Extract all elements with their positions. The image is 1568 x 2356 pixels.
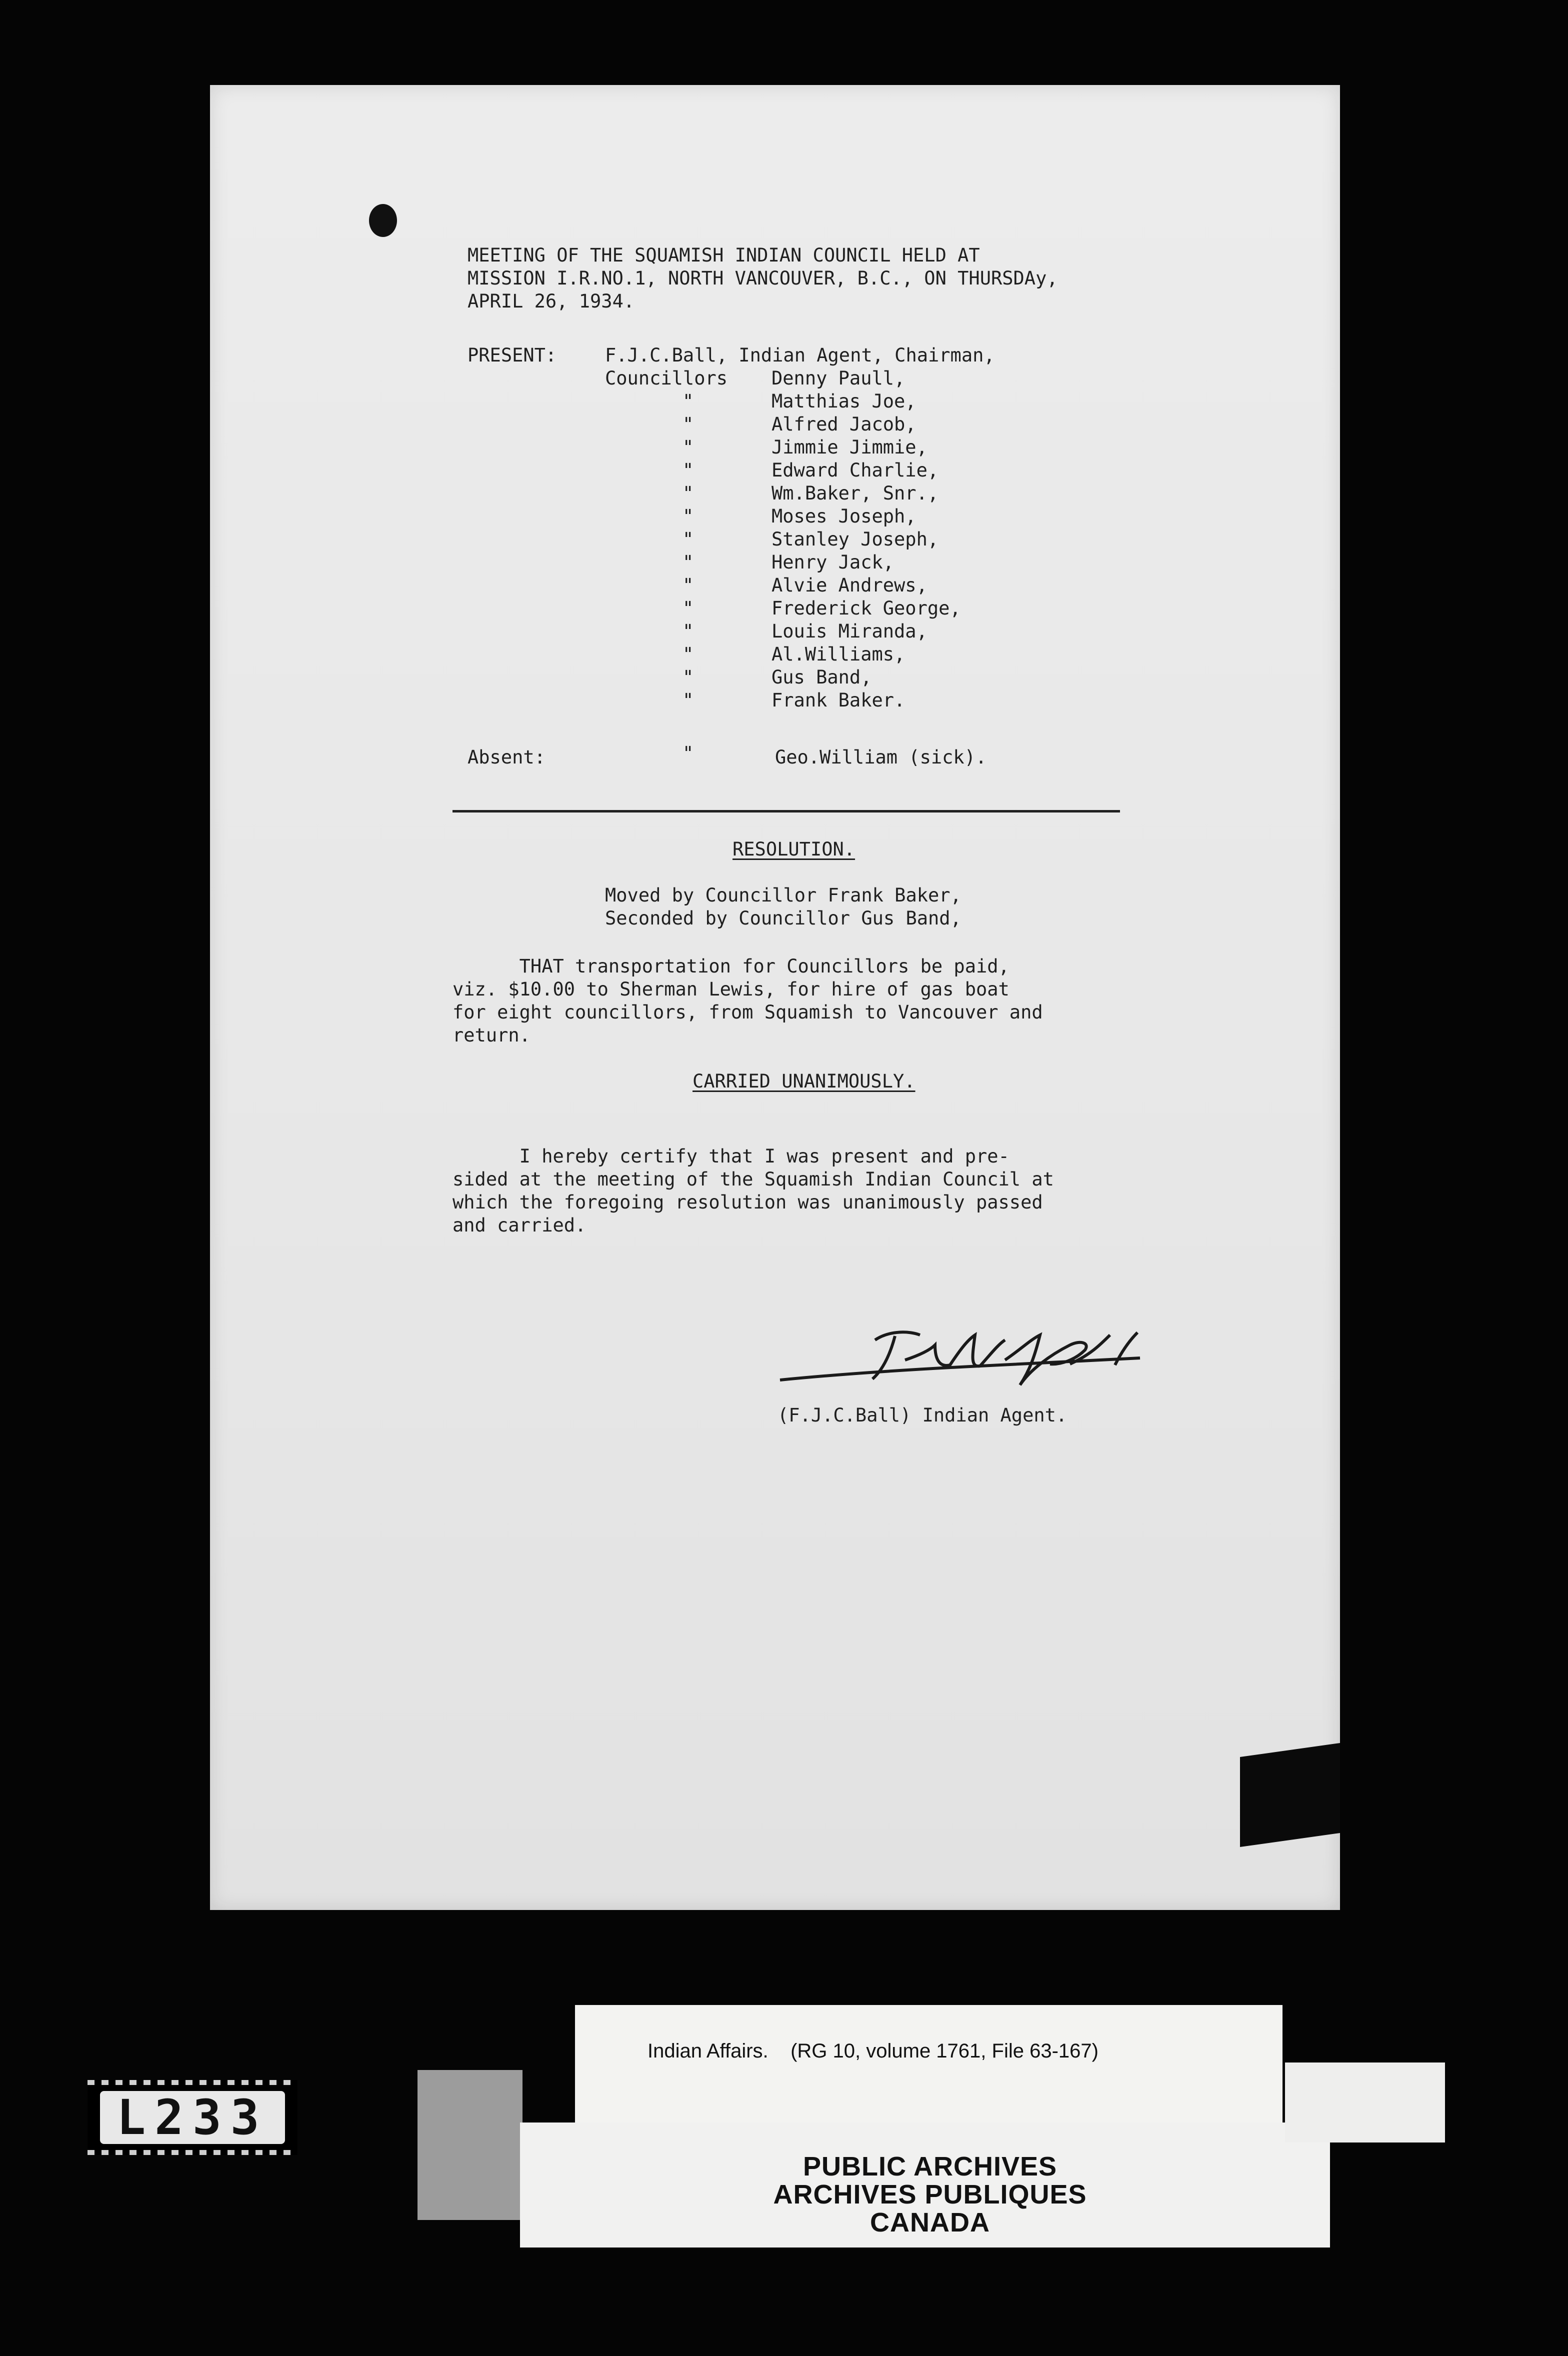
ditto-mark: " xyxy=(682,666,694,688)
absent-name: Geo.William (sick). xyxy=(775,746,987,768)
punch-hole xyxy=(369,204,397,237)
public-archives-card xyxy=(520,2122,1330,2248)
ditto-mark: " xyxy=(682,436,694,458)
archives-line-country: CANADA xyxy=(870,2208,990,2238)
councillor-name: Wm.Baker, Snr., xyxy=(772,482,939,504)
absent-label: Absent: xyxy=(468,746,546,768)
ditto-mark: " xyxy=(682,620,694,642)
section-divider xyxy=(452,810,1120,812)
certify-line: sided at the meeting of the Squamish Indian Council at xyxy=(452,1168,1054,1190)
ditto-mark: " xyxy=(682,574,694,596)
certify-line: and carried. xyxy=(452,1214,586,1236)
carried-unanimously: CARRIED UNANIMOUSLY. xyxy=(692,1070,916,1092)
ditto-mark: " xyxy=(682,390,694,412)
ditto-mark: " xyxy=(682,742,694,764)
handwritten-signature xyxy=(770,1320,1160,1400)
seconded-line: Seconded by Councillor Gus Band, xyxy=(605,908,962,929)
archive-citation: Indian Affairs. (RG 10, volume 1761, File 63-167) xyxy=(648,2040,1098,2062)
resolution-line: THAT transportation for Councillors be paid, xyxy=(452,956,1010,977)
ditto-mark: " xyxy=(682,528,694,550)
resolution-line: for eight councillors, from Squamish to Vancouver and xyxy=(452,1002,1043,1023)
councillor-name: Louis Miranda, xyxy=(772,620,928,642)
councillor-name: Gus Band, xyxy=(772,666,872,688)
councillor-name: Denny Paull, xyxy=(772,368,906,389)
ditto-mark: " xyxy=(682,506,694,527)
ditto-mark: " xyxy=(682,414,694,435)
councillor-name: Stanley Joseph, xyxy=(772,528,939,550)
councillor-name: Alfred Jacob, xyxy=(772,414,916,435)
ditto-mark: " xyxy=(682,460,694,481)
councillor-name: Alvie Andrews, xyxy=(772,574,928,596)
film-strip-edge xyxy=(418,2070,522,2220)
signatory-line: (F.J.C.Ball) Indian Agent. xyxy=(778,1404,1068,1426)
councillor-name: Matthias Joe, xyxy=(772,390,916,412)
councillor-name: Al.Williams, xyxy=(772,644,906,665)
chair-line: F.J.C.Ball, Indian Agent, Chairman, xyxy=(605,344,995,366)
card-notch xyxy=(1285,2062,1445,2142)
resolution-title: RESOLUTION. xyxy=(732,838,856,860)
councillor-name: Edward Charlie, xyxy=(772,460,939,481)
councillor-name: Jimmie Jimmie, xyxy=(772,436,928,458)
present-label: PRESENT: xyxy=(468,344,557,366)
heading-line-1: MEETING OF THE SQUAMISH INDIAN COUNCIL HELD AT xyxy=(468,244,980,266)
councillor-name: Frederick George, xyxy=(772,598,961,619)
ditto-mark: " xyxy=(682,552,694,573)
councillors-label: Councillors xyxy=(605,368,728,389)
councillor-name: Henry Jack, xyxy=(772,552,894,573)
meeting-minutes xyxy=(0,0,1068,1564)
resolution-line: viz. $10.00 to Sherman Lewis, for hire of gas boat xyxy=(452,978,1010,1000)
film-perforation xyxy=(88,2080,298,2085)
moved-line: Moved by Councillor Frank Baker, xyxy=(605,884,962,906)
archives-line-en: PUBLIC ARCHIVES xyxy=(802,2152,1058,2182)
ditto-mark: " xyxy=(682,690,694,711)
ditto-mark: " xyxy=(682,598,694,619)
councillor-name: Moses Joseph, xyxy=(772,506,916,527)
certify-line: which the foregoing resolution was unanimously passed xyxy=(452,1192,1043,1213)
frame-number-digits: L233 xyxy=(100,2091,285,2144)
archives-line-fr: ARCHIVES PUBLIQUES xyxy=(773,2180,1087,2210)
page-corner-shadow xyxy=(1240,1743,1340,1847)
public-archives-label xyxy=(705,2152,1155,2236)
resolution-line: return. xyxy=(452,1024,530,1046)
ditto-mark: " xyxy=(682,644,694,665)
certify-line: I hereby certify that I was present and pre- xyxy=(452,1146,1010,1167)
ditto-mark: " xyxy=(682,482,694,504)
microfilm-frame-number xyxy=(88,2080,298,2155)
heading-line-3: APRIL 26, 1934. xyxy=(468,290,635,312)
film-perforation xyxy=(88,2150,298,2155)
councillor-name: Frank Baker. xyxy=(772,690,906,711)
heading-line-2: MISSION I.R.NO.1, NORTH VANCOUVER, B.C., ON THURSDAy, xyxy=(468,268,1058,289)
